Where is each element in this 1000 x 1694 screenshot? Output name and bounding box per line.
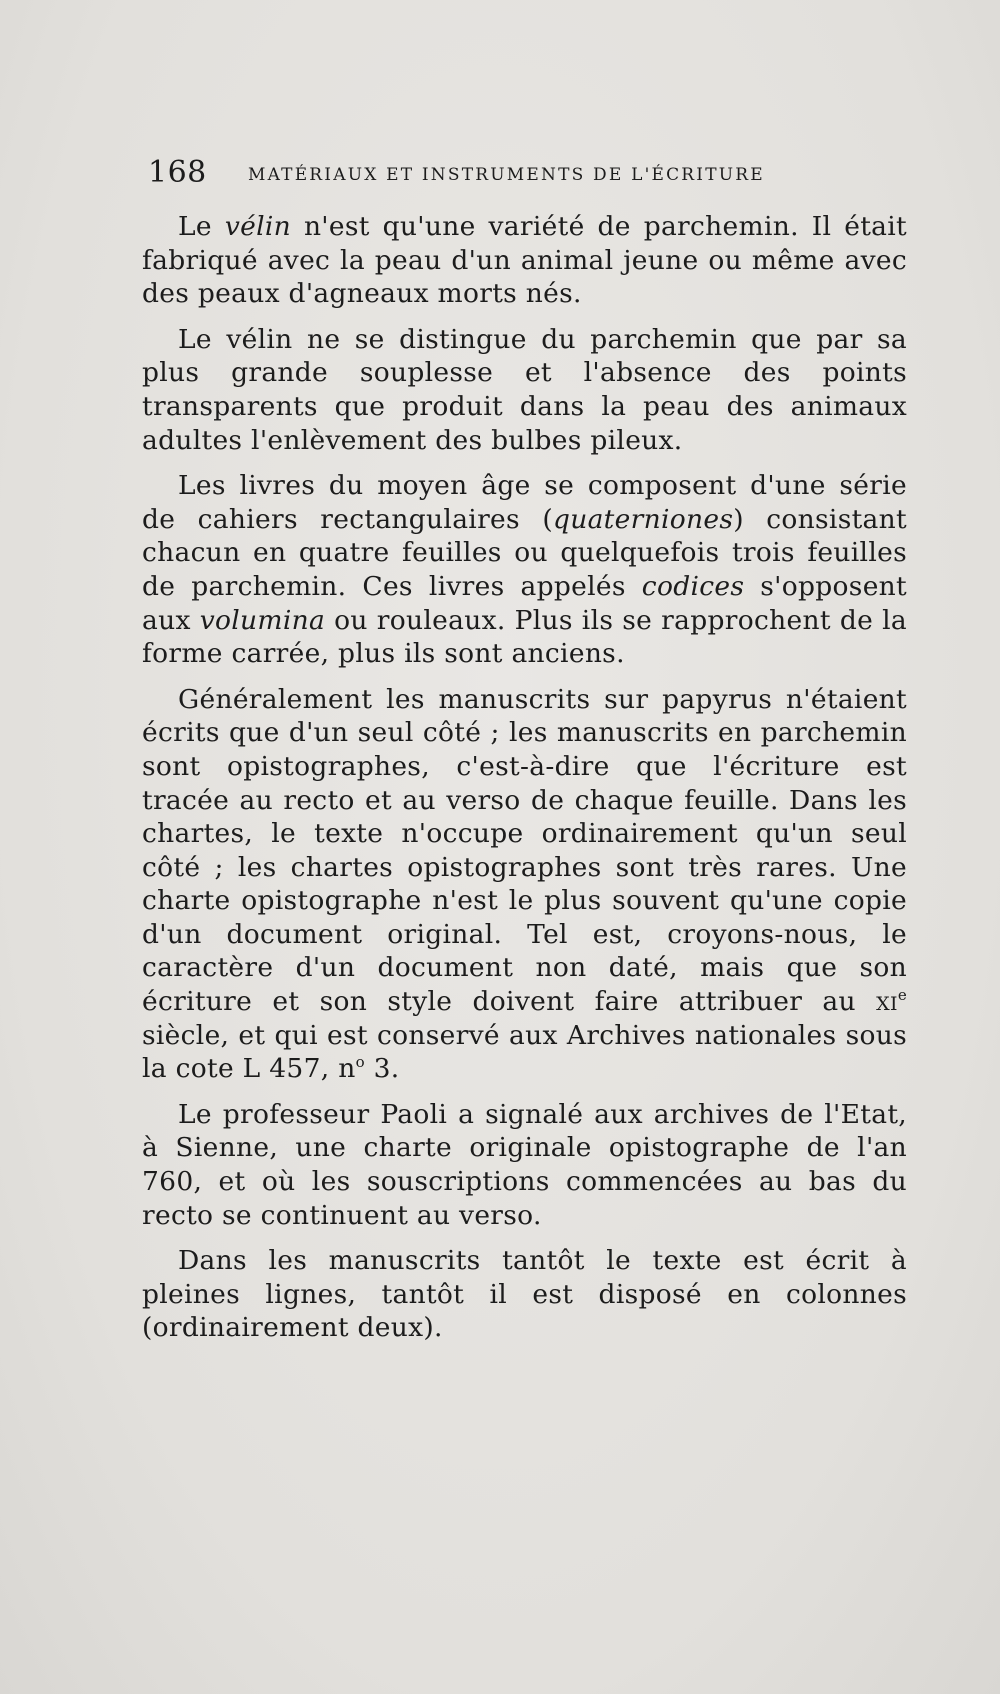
paragraph-4: Généralement les manuscrits sur papyrus n'étaient écrits que d'un seul côté ; les manuscrits en parchemin sont opistographes, c'est-à-dire que l'écriture est tracée au recto et au verso de chaque feuille. Dans les chartes, le texte n'occupe ordinairement qu'un seul côté ; les chartes opistographes sont très rares. Une charte opistographe n'est le plus souvent qu'une copie d'un document original. Tel est, croyons-nous, le caractère d'un document non daté, mais que son écriture et son style doivent faire attribuer au $xi^e$ siècle, et qui est conservé aux Archives nationales sous la cote L 457, $n^o$ 3. xyxy=(142,683,907,1085)
paragraph-6: Dans les manuscrits tantôt le texte est écrit à pleines lignes, tantôt il est disposé en colonnes (ordinairement deux). xyxy=(142,1245,907,1344)
paragraph-3: Les livres du moyen âge se composent d'une série de cahiers rectangulaires (quaterniones) consistant chacun en quatre feuilles ou quelquefois trois feuilles de parchemin. Ces livres appelés codices s'opposent aux volumina ou rouleaux. Plus ils se rapprochent de la forme carrée, plus ils sont anciens. xyxy=(142,470,907,670)
paragraph-2: Le vélin ne se distingue du parchemin que par sa plus grande souplesse et l'absence des points transparents que produit dans la peau des animaux adultes l'enlèvement des bulbes pileux. xyxy=(142,323,907,456)
century-numeral: xi xyxy=(876,986,898,1018)
italic-term: quaterniones xyxy=(552,503,734,535)
paragraph-5: Le professeur Paoli a signalé aux archives de l'Etat, à Sienne, une charte originale opistographe de l'an 760, et où les souscriptions commencées au bas du recto se continuent au verso. xyxy=(142,1098,907,1231)
running-head: MATÉRIAUX ET INSTRUMENTS DE L'ÉCRITURE xyxy=(248,165,765,185)
superscript: o xyxy=(355,1053,365,1072)
italic-term: volumina xyxy=(199,604,326,636)
superscript: e xyxy=(897,986,907,1005)
page-number: 168 xyxy=(148,155,207,190)
italic-term: codices xyxy=(641,570,745,602)
italic-term: vélin xyxy=(224,211,291,242)
paragraph-1: Le vélin n'est qu'une variété de parchemin. Il était fabriqué avec la peau d'un animal jeune ou même avec des peaux d'agneaux morts nés. xyxy=(142,211,907,310)
page-header xyxy=(148,155,908,191)
body-text xyxy=(142,210,907,1345)
